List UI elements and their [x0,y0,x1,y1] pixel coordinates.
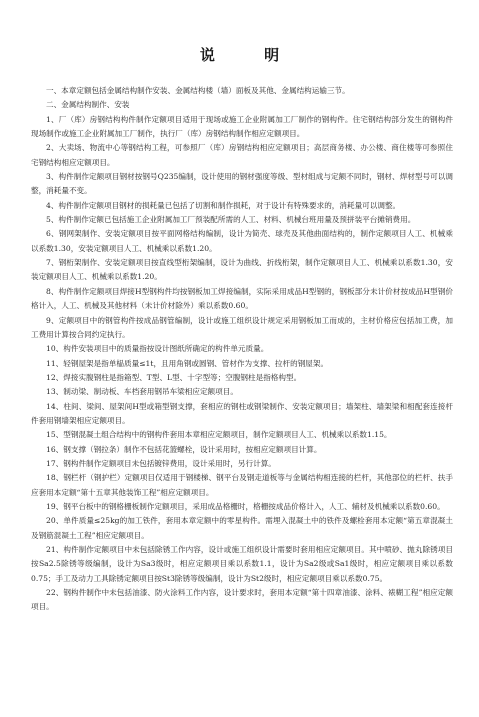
paragraph-item: 20、单件质量≤25kg的加工铁件，套用本章定额中的零星构件。需埋入混凝土中的铁件及螺栓套用本定额“第五章混凝土及钢筋混凝土工程”相应定额项目。 [31,516,453,540]
paragraph-scope: 一、本章定额包括金属结构制作安装、金属结构楼（墙）面板及其他、金属结构运输三节。 [46,86,350,95]
paragraph-item: 4、构件制作定额项目钢材的损耗量已包括了切割和制作损耗，对于设计有特殊要求的，消耗量可以调整。 [46,200,401,210]
paragraph-item: 18、钢栏杆（钢护栏）定额项目仅适用于钢楼梯、钢平台及钢走道板等与金属结构相连接的栏杆，其他部位的栏杆、扶手应套用本定额“第十五章其他装饰工程”相应定额项目。 [31,473,453,497]
paragraph-item: 21、构件制作定额项目中未包括除锈工作内容，设计或施工组织设计需要时套用相应定额项目。其中喷砂、抛丸除锈项目按Sa2.5除锈等级编制，设计为Sa3级时，相应定额项目乘以系数1.1，设计为Sa2级或Sa1级时，相应定额项目乘以系数0.75；手工及动力工具除锈定额项目按St3除锈等级编制，设计为St2级时，相应定额项目乘以系数0.75。 [31,545,453,583]
paragraph-item: 8、构件制作定额项目焊接H型钢构件均按钢板加工焊接编制，实际采用成品H型钢的，钢板部分未计价材按成品H型钢价格计入，人工、机械及其他材料（未计价材除外）乘以系数0.60。 [31,286,453,311]
paragraph-item: 14、柱间、梁间、屋架间H型或箱型钢支撑，套相应的钢柱或钢梁制作、安装定额项目；墙架柱、墙架梁和相配套连接杆件套用钢墙架相应定额项目。 [31,401,453,425]
paragraph-item: 5、构件制作定额已包括施工企业附属加工厂预装配所需的人工、材料、机械台班用量及预拼装平台摊销费用。 [46,215,416,225]
paragraph-item: 12、焊接实腹钢柱是指箱型、T型、L型、十字型等；空腹钢柱是指格构型。 [46,372,302,382]
paragraph-item: 10、构件安装项目中的质量指按设计图纸所确定的构件单元质量。 [46,344,269,354]
paragraph-item: 6、钢网架制作、安装定额项目按平面网格结构编制，设计为简壳、球壳及其他曲面结构的，制作定额项目人工、机械乘以系数1.30，安装定额项目人工、机械乘以系数1.20。 [31,229,453,253]
section-heading-fabrication: 二、金属结构制作、安装 [46,100,130,110]
page-title: 说 明 [199,46,302,64]
paragraph-item: 17、钢构件制作定额项目未包括镀锌费用，设计采用时，另行计算。 [46,458,276,468]
paragraph-item: 15、型钢混凝土组合结构中的钢构件套用本章相应定额项目，制作定额项目人工、机械乘以系数1.15。 [46,430,392,440]
paragraph-item: 16、钢支撑（钢拉条）制作不包括花篮螺栓，设计采用时，按相应定额项目计算。 [46,444,322,454]
paragraph-item: 13、制动梁、制动板、车档套用钢吊车梁相应定额项目。 [46,387,238,397]
paragraph-item: 3、构件制作定额项目钢材按钢号Q235编制，设计使用的钢材强度等级、型材组成与定额不同时，钢材、焊材型号可以调整，消耗量不变。 [31,172,453,196]
paragraph-item: 22、钢构件制作中未包括油漆、防火涂料工作内容，设计要求时，套用本定额“第十四章油漆、涂料、裱糊工程”相应定额项目。 [31,588,453,612]
paragraph-item: 2、大卖场、物流中心等钢结构工程，可参照厂（库）房钢结构相应定额项目；高层商务楼、办公楼、商住楼等可参照住宅钢结构相应定额项目。 [31,143,453,167]
paragraph-item: 1、厂（库）房钢结构构件制作定额项目适用于现场或施工企业附属加工厂制作的钢构件。住宅钢结构部分发生的钢构件现场制作或施工企业附属加工厂制作，执行厂（库）房钢结构制作相应定额项目。 [31,114,453,139]
document-body [31,84,453,615]
paragraph-item: 9、定额项目中的钢管构件按成品钢管编制，设计或施工组织设计规定采用钢板加工而成的，主材价格应包括加工费，加工费用计算按合同约定执行。 [31,315,453,339]
paragraph-item: 11、轻钢屋架是指单榀质量≤1t，且用角钢或圆钢、管材作为支撑、拉杆的钢屋架。 [46,358,329,368]
paragraph-item: 19、钢平台板中的钢格栅板制作定额项目，采用成品格栅时，格栅按成品价格计入，人工、辅材及机械乘以系数0.60。 [46,501,445,511]
paragraph-item: 7、钢桁架制作、安装定额项目按直线型桁架编制，设计为曲线、折线桁架，制作定额项目人工、机械乘以系数1.30，安装定额项目人工、机械乘以系数1.20。 [31,258,453,282]
